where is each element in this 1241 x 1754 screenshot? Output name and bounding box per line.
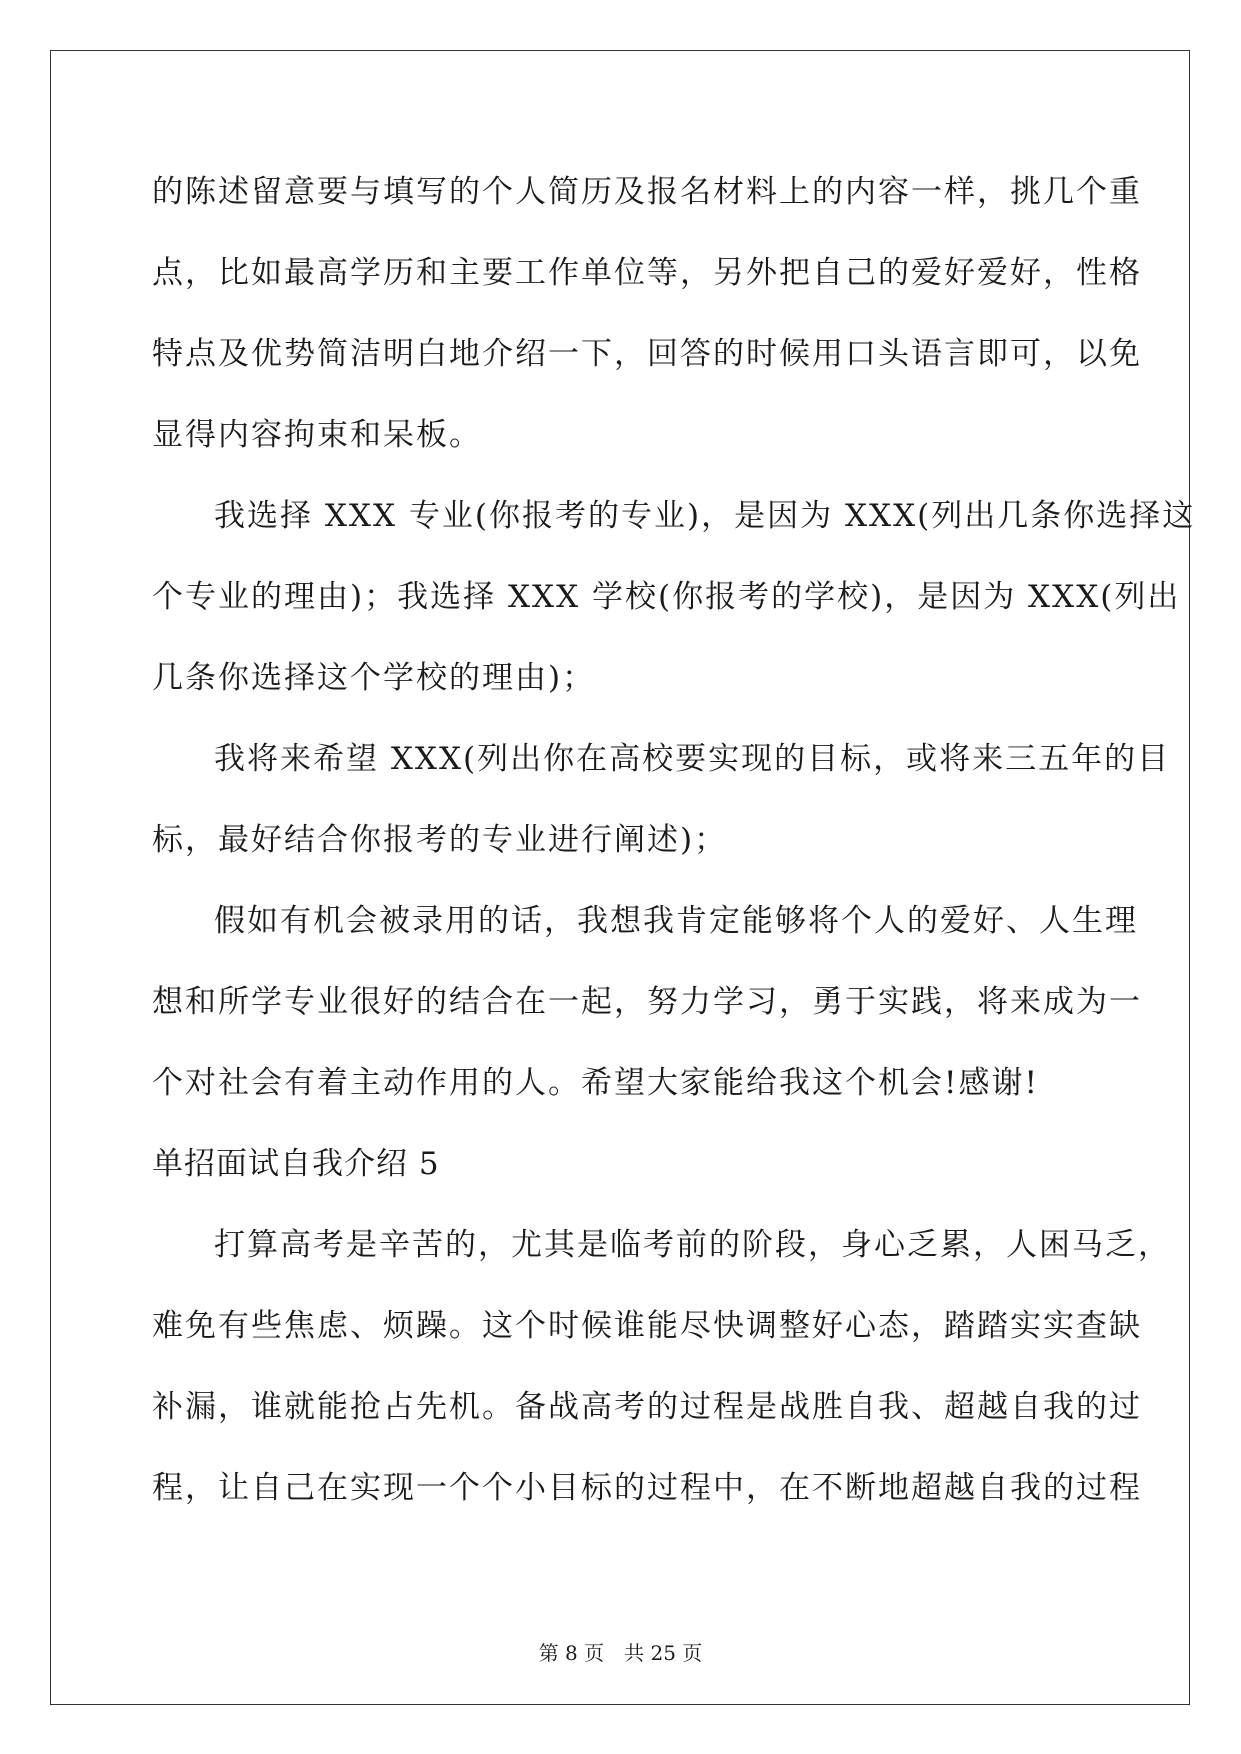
text-line: 显得内容拘束和呆板。 — [152, 417, 482, 453]
text-line: 我选择 XXX 专业(你报考的专业)，是因为 XXX(列出几条你选择这 — [214, 498, 1196, 534]
text-line: 标，最好结合你报考的专业进行阐述)； — [152, 822, 728, 858]
page-total: 共 25 页 — [624, 1641, 703, 1665]
text-line: 特点及优势简洁明白地介绍一下，回答的时候用口头语言即可，以免 — [152, 336, 1142, 372]
page-number: 第 8 页 — [538, 1641, 605, 1665]
text-line: 补漏，谁就能抢占先机。备战高考的过程是战胜自我、超越自我的过 — [152, 1389, 1142, 1425]
text-line: 难免有些焦虑、烦躁。这个时候谁能尽快调整好心态，踏踏实实查缺 — [152, 1308, 1142, 1344]
text-line: 几条你选择这个学校的理由)； — [152, 660, 596, 696]
text-line: 个对社会有着主动作用的人。希望大家能给我这个机会!感谢! — [152, 1065, 1039, 1101]
document-body — [152, 165, 1196, 1542]
text-line: 我将来希望 XXX(列出你在高校要实现的目标，或将来三五年的目 — [214, 741, 1171, 777]
text-line: 程，让自己在实现一个个小目标的过程中，在不断地超越自我的过程 — [152, 1470, 1142, 1506]
section-heading: 单招面试自我介绍 5 — [152, 1146, 440, 1182]
text-line: 点，比如最高学历和主要工作单位等，另外把自己的爱好爱好，性格 — [152, 255, 1142, 291]
text-line: 假如有机会被录用的话，我想我肯定能够将个人的爱好、人生理 — [214, 903, 1138, 939]
text-line: 个专业的理由)；我选择 XXX 学校(你报考的学校)，是因为 XXX(列出 — [152, 579, 1181, 615]
text-line: 的陈述留意要与填写的个人简历及报名材料上的内容一样，挑几个重 — [152, 174, 1142, 210]
text-line: 想和所学专业很好的结合在一起，努力学习，勇于实践，将来成为一 — [152, 984, 1142, 1020]
page-footer — [0, 1637, 1241, 1666]
text-line: 打算高考是辛苦的，尤其是临考前的阶段，身心乏累，人困马乏， — [214, 1227, 1171, 1263]
